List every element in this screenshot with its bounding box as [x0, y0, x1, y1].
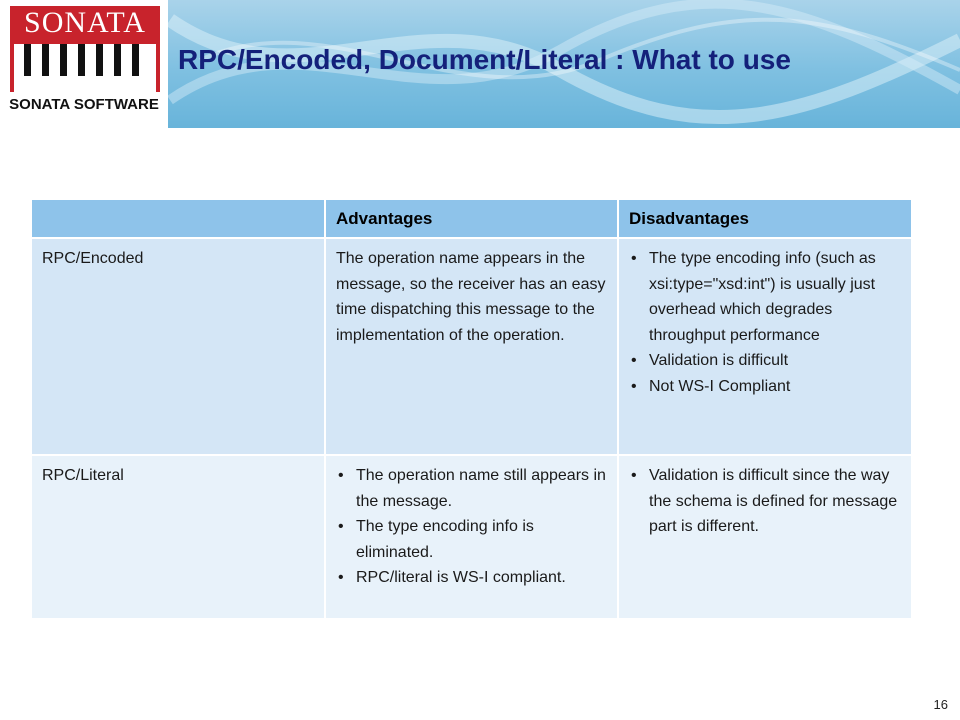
disadvantages-cell: [618, 238, 912, 455]
table-row-rpc-encoded: [32, 238, 912, 455]
header-cell-advantages: Advantages: [325, 200, 618, 238]
slide-title: RPC/Encoded, Document/Literal : What to use: [178, 44, 791, 75]
row-label: RPC/Literal: [32, 455, 325, 619]
list-item: • Validation is difficult: [649, 348, 901, 374]
list-item: • RPC/literal is WS-I compliant.: [356, 565, 607, 591]
sonata-logo: [0, 0, 168, 128]
piano-keys-icon: [10, 40, 160, 92]
page-number: 16: [933, 697, 948, 712]
advantages-cell: [325, 455, 618, 619]
logo-tagline: SONATA SOFTWARE: [9, 96, 159, 113]
header-banner: [0, 0, 960, 128]
comparison-table: [32, 200, 913, 620]
disadvantages-cell: [618, 455, 912, 619]
list-item: • The type encoding info is eliminated.: [356, 514, 607, 565]
list-item: • Not WS-I Compliant: [649, 374, 901, 400]
row-label: RPC/Encoded: [32, 238, 325, 455]
list-item: • The operation name still appears in the message.: [356, 463, 607, 514]
header-cell-disadvantages: Disadvantages: [618, 200, 912, 238]
list-item: • The type encoding info (such as xsi:type="xsd:int") is usually just overhead which degrades throughput performance: [649, 246, 901, 348]
logo-wordmark: SONATA: [10, 6, 160, 40]
list-item: • Validation is difficult since the way the schema is defined for message part is different.: [649, 463, 901, 540]
header-cell-empty: [32, 200, 325, 238]
table-header-row: [32, 200, 912, 238]
table-row-rpc-literal: [32, 455, 912, 619]
advantages-cell: The operation name appears in the message, so the receiver has an easy time dispatching this message to the implementation of the operation.: [325, 238, 618, 455]
